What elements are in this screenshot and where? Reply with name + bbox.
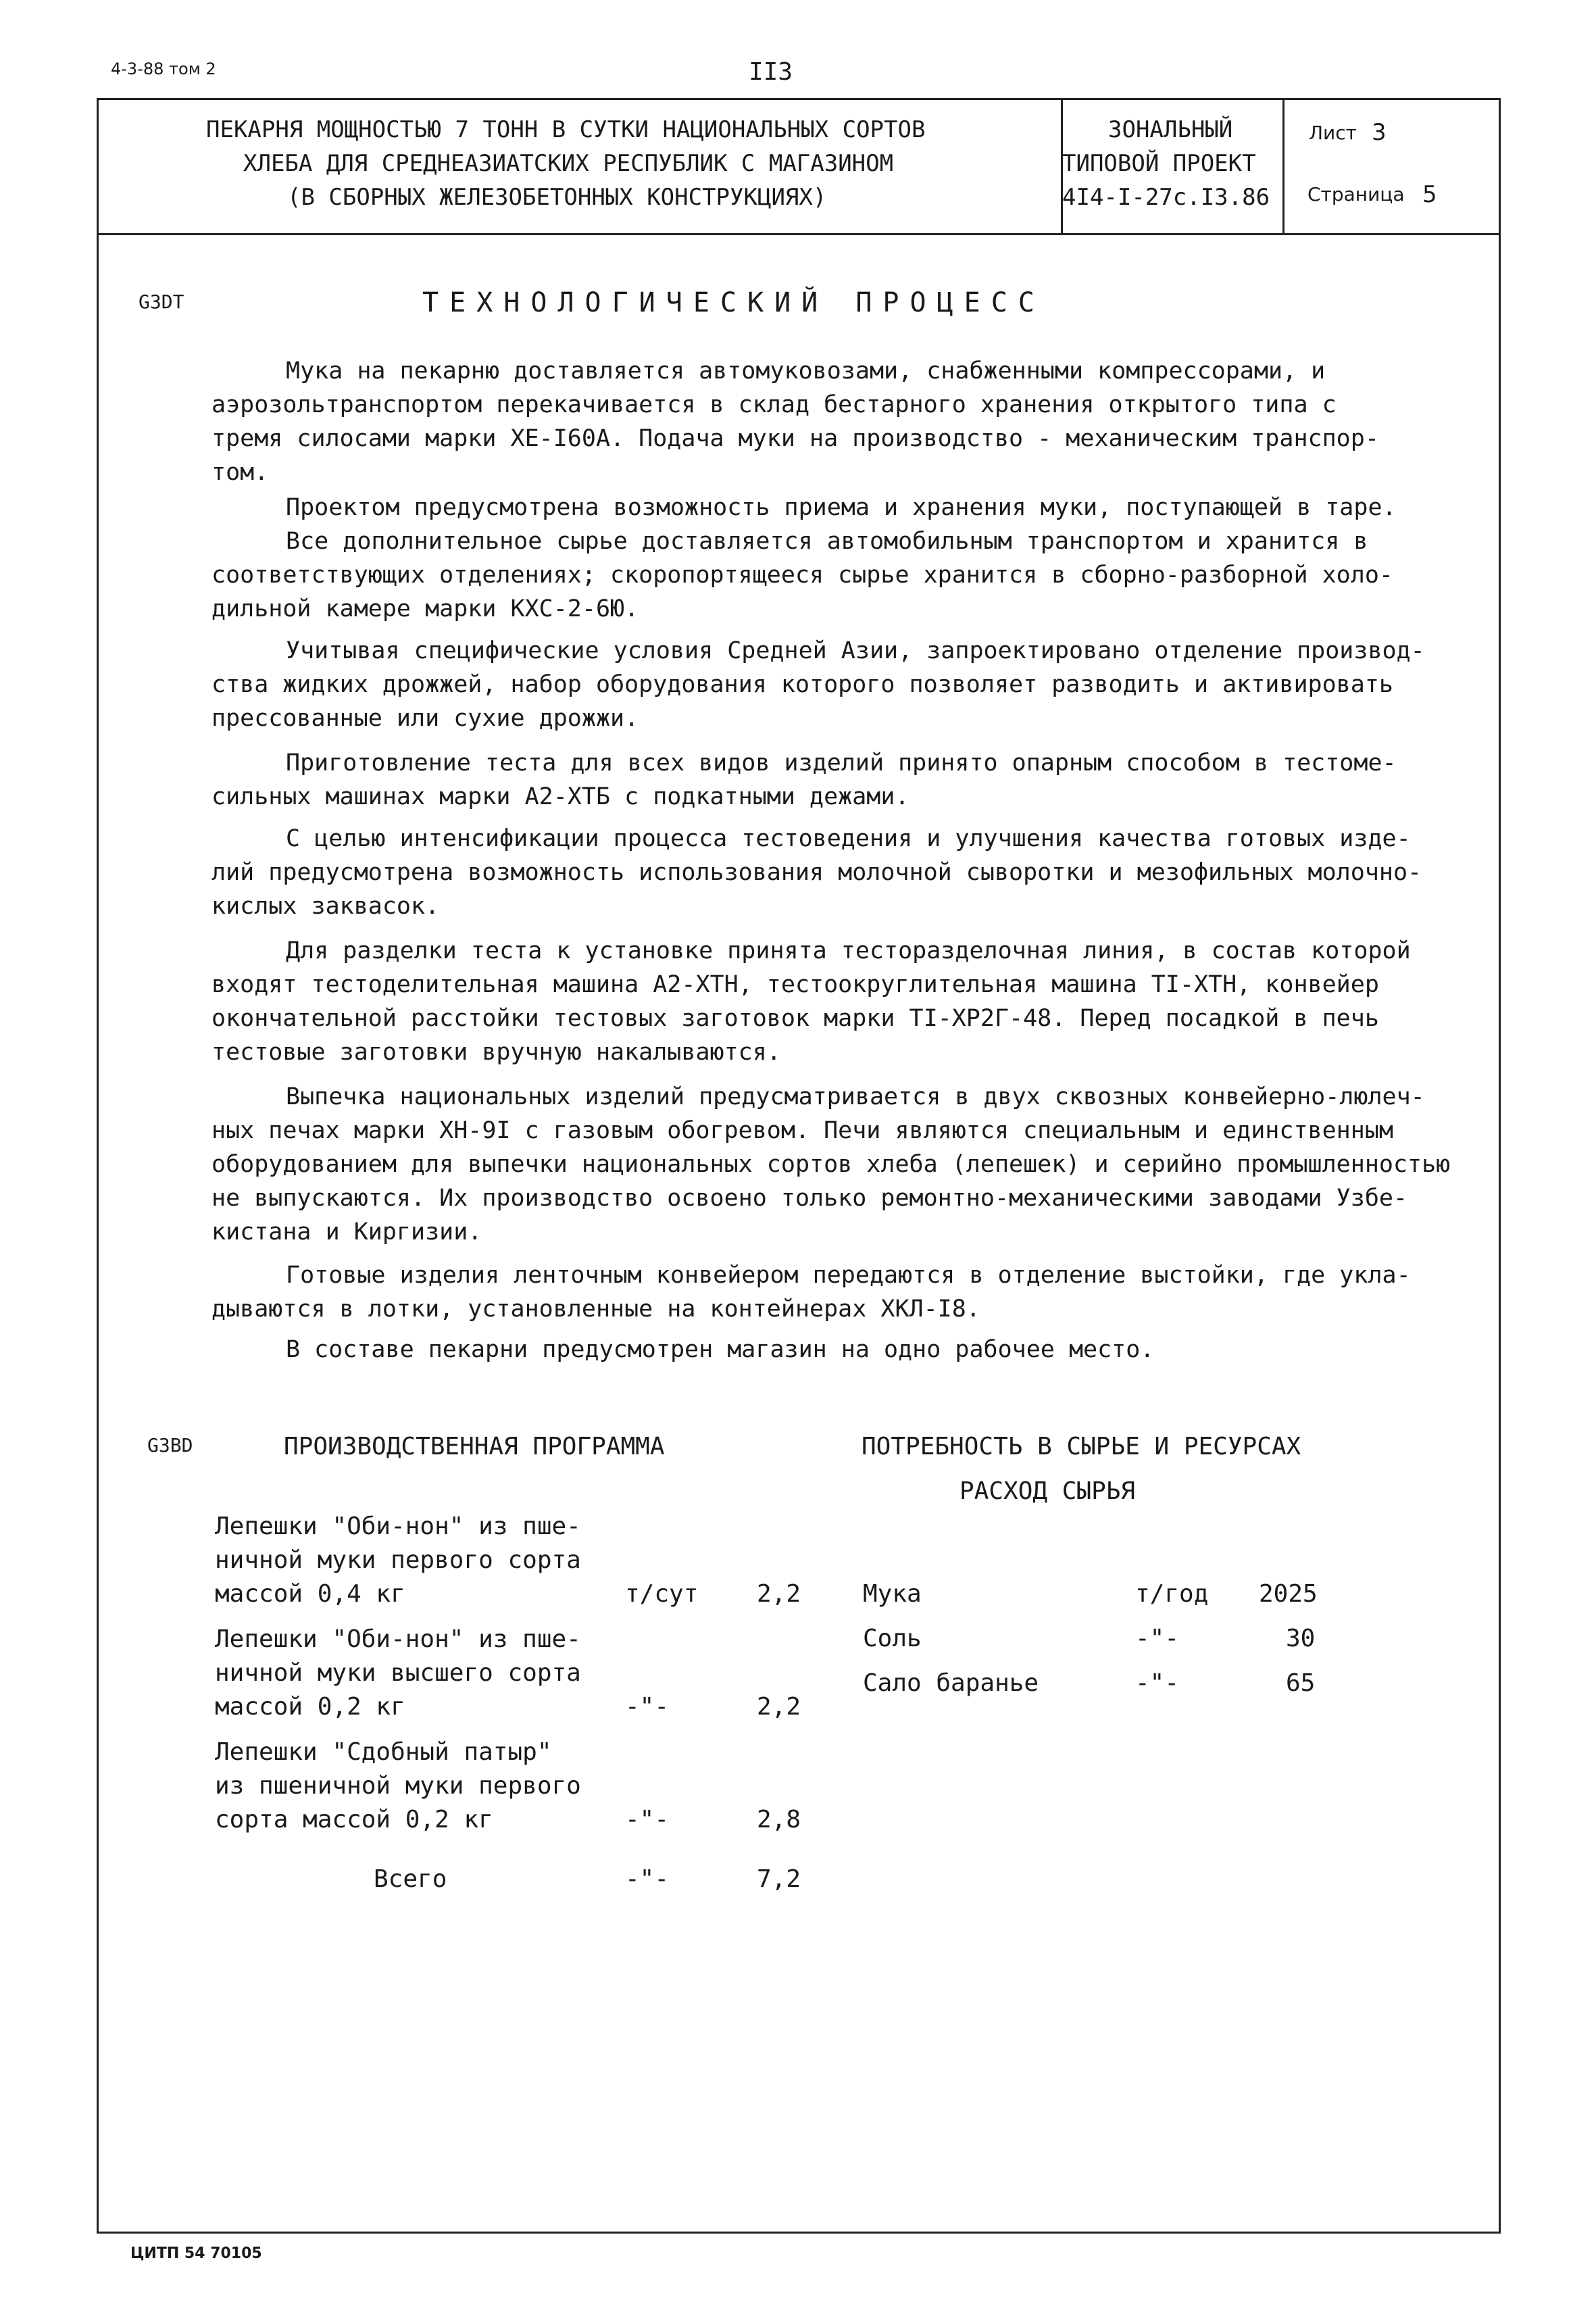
program-item-unit: -"- — [625, 1693, 670, 1721]
program-item-value: 2,2 — [757, 1693, 801, 1721]
program-item-value: 2,8 — [757, 1806, 801, 1833]
program-item-line: Лепешки "Оби-нон" из пше- — [215, 1512, 581, 1540]
program-total-unit: -"- — [625, 1865, 670, 1893]
document-code-label: 4-3-88 том 2 — [111, 59, 216, 78]
section-code: G3BD — [147, 1434, 193, 1456]
header-title-line: (В СБОРНЫХ ЖЕЛЕЗОБЕТОННЫХ КОНСТРУКЦИЯХ) — [287, 184, 827, 211]
program-item-line: ничной муки высшего сорта — [215, 1659, 581, 1687]
page-value: 5 — [1422, 181, 1437, 208]
paragraph: Мука на пекарню доставляется автомуковозами, снабженными компрессорами, и аэрозольтранспортом перекачивается в склад бестарного хранения открытого типа с тремя силосами марки ХЕ-I60А. Подача муки на производство - механическим транспор- том. — [211, 358, 1379, 486]
program-item-line: из пшеничной муки первого — [215, 1772, 581, 1800]
consumption-item-unit: -"- — [1135, 1625, 1180, 1652]
paragraph: Проектом предусмотрена возможность приема и хранения муки, поступающей в таре. — [286, 494, 1397, 521]
paragraph: Готовые изделия ленточным конвейером передаются в отделение выстойки, где укла- дываются в лотки, установленные на контейнерах ХКЛ-I8. — [211, 1262, 1411, 1323]
paragraph: Приготовление теста для всех видов изделий принято опарным способом в тестоме- сильных машинах марки А2-ХТБ с подкатными дежами. — [211, 749, 1397, 810]
consumption-item-value: 2025 — [1259, 1580, 1318, 1608]
consumption-item-name: Мука — [863, 1580, 922, 1608]
resource-needs-title: ПОТРЕБНОСТЬ В СЫРЬЕ И РЕСУРСАХ — [862, 1433, 1301, 1460]
program-total-label: Всего — [374, 1865, 447, 1893]
page-label: Страница — [1307, 183, 1405, 205]
sheet-value: 3 — [1372, 119, 1387, 146]
production-program-title: ПРОИЗВОДСТВЕННАЯ ПРОГРАММА — [284, 1433, 665, 1460]
program-item-line: Лепешки "Сдобный патыр" — [215, 1738, 552, 1766]
consumption-item-value: 30 — [1286, 1625, 1316, 1652]
consumption-item-value: 65 — [1286, 1669, 1316, 1697]
section-code: G3DT — [139, 291, 184, 313]
program-item-unit: т/сут — [625, 1580, 699, 1608]
paragraph: Выпечка национальных изделий предусматривается в двух сквозных конвейерно-люлеч- ных печах марки ХН-9I с газовым обогревом. Печи являются специальным и единственным оборудованием для выпечки национальных сортов хлеба (лепешек) и серийно промышленностью не выпускаются. Их производство освоено только ремонтно-механическими заводами Узбе- кистана и Киргизии. — [211, 1083, 1451, 1246]
program-item-line: сорта массой 0,2 кг — [215, 1806, 493, 1833]
raw-material-consumption-title: РАСХОД СЫРЬЯ — [959, 1477, 1136, 1505]
consumption-item-name: Соль — [863, 1625, 922, 1652]
paragraph: В составе пекарни предусмотрен магазин на одно рабочее место. — [286, 1336, 1155, 1363]
header-title-line: ХЛЕБА ДЛЯ СРЕДНЕАЗИАТСКИХ РЕСПУБЛИК С МАГАЗИНОМ — [243, 150, 894, 177]
consumption-item-unit: -"- — [1135, 1669, 1180, 1697]
paragraph: Все дополнительное сырье доставляется автомобильным транспортом и хранится в соответствующих отделениях; скоропортящееся сырье хранится в сборно-разборной холо- дильной камере марки КХС-2-6Ю. — [211, 528, 1393, 622]
program-item-unit: -"- — [625, 1806, 670, 1833]
program-item-line: Лепешки "Оби-нон" из пше- — [215, 1625, 581, 1653]
project-type-line: ЗОНАЛЬНЫЙ — [1108, 116, 1233, 143]
paragraph: С целью интенсификации процесса тестоведения и улучшения качества готовых изде- лий предусмотрена возможность использования молочной сыворотки и мезофильных молочно- кислых заквасок. — [211, 825, 1422, 920]
program-item-line: ничной муки первого сорта — [215, 1546, 581, 1574]
header-column-divider — [1282, 98, 1285, 235]
paragraph: Учитывая специфические условия Средней Азии, запроектировано отделение производ- ства жидких дрожжей, набор оборудования которого позволяет разводить и активировать прессованные или сухие дрожжи. — [211, 637, 1425, 732]
header-divider — [97, 233, 1501, 235]
program-item-line: массой 0,2 кг — [215, 1693, 405, 1721]
footer-stamp: ЦИТП 54 70105 — [130, 2245, 262, 2262]
header-title-line: ПЕКАРНЯ МОЩНОСТЬЮ 7 ТОНН В СУТКИ НАЦИОНАЛЬНЫХ СОРТОВ — [206, 116, 926, 143]
project-type-line: ТИПОВОЙ ПРОЕКТ — [1062, 150, 1256, 177]
program-total-value: 7,2 — [757, 1865, 801, 1893]
sheet-label: Лист — [1309, 122, 1357, 144]
consumption-item-unit: т/год — [1135, 1580, 1209, 1608]
project-number: 4I4-I-27с.I3.86 — [1062, 184, 1270, 211]
consumption-item-name: Сало баранье — [863, 1669, 1039, 1697]
paragraph: Для разделки теста к установке принята тесторазделочная линия, в состав которой входят тестоделительная машина А2-ХТН, тестоокруглительная машина ТI-ХТН, конвейер окончательной расстойки тестовых заготовок марки ТI-ХР2Г-48. Перед посадкой в печь тестовые заготовки вручную накалываются. — [211, 937, 1411, 1066]
page-number: II3 — [749, 58, 793, 86]
program-item-value: 2,2 — [757, 1580, 801, 1608]
section-heading: ТЕХНОЛОГИЧЕСКИЙ ПРОЦЕСС — [422, 287, 1045, 318]
program-item-line: массой 0,4 кг — [215, 1580, 405, 1608]
